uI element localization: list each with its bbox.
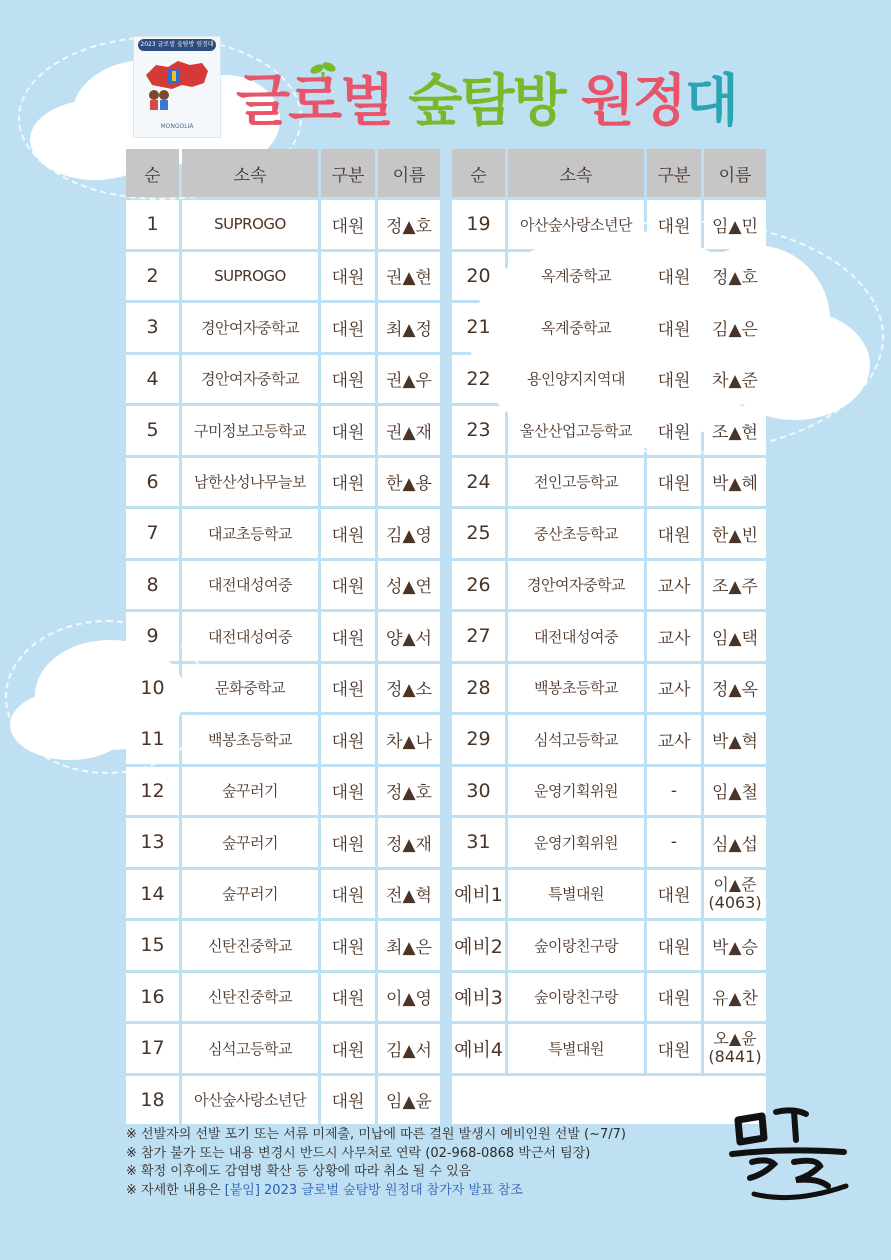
row-affiliation: 대전대성여중 [182,561,318,610]
row-affiliation: 울산산업고등학교 [508,406,644,455]
row-role: 대원 [321,973,375,1022]
table-row [126,509,440,558]
row-number: 11 [126,715,179,764]
table-row [126,664,440,713]
table-row [126,1024,440,1073]
row-number: 26 [452,561,505,610]
row-role: - [647,767,701,816]
row-affiliation: 옥계중학교 [508,252,644,301]
row-affiliation: 숲이랑친구랑 [508,921,644,970]
calligraphy-signature-logo [724,1098,854,1208]
mongolia-logo [133,36,221,138]
row-name: 최▲정 [378,303,440,352]
row-number: 30 [452,767,505,816]
row-name: 성▲연 [378,561,440,610]
row-number: 31 [452,818,505,867]
note-line: ※ 확정 이후에도 감염병 확산 등 상황에 따라 취소 될 수 있음 [126,1164,472,1179]
row-role: 대원 [647,458,701,507]
row-affiliation: 신탄진중학교 [182,973,318,1022]
row-name: 박▲혁 [704,715,766,764]
row-name: 유▲찬 [704,973,766,1022]
header-role: 구분 [647,149,701,197]
row-name: 차▲나 [378,715,440,764]
row-role: 대원 [321,921,375,970]
row-number: 27 [452,612,505,661]
table-row [452,612,766,661]
row-role: 대원 [321,458,375,507]
row-name: 정▲호 [378,767,440,816]
row-affiliation: 옥계중학교 [508,303,644,352]
row-name-line: 이▲준 [713,874,757,894]
row-affiliation: 경안여자중학교 [508,561,644,610]
table-row [452,355,766,404]
table-body-left [126,200,440,1124]
table-row [126,612,440,661]
row-number: 20 [452,252,505,301]
row-name: 전▲혁 [378,870,440,919]
notes [126,1126,746,1200]
row-name: 김▲서 [378,1024,440,1073]
header-affiliation: 소속 [182,149,318,197]
header-role: 구분 [321,149,375,197]
row-number: 12 [126,767,179,816]
table-row-empty [452,1076,766,1125]
row-number: 5 [126,406,179,455]
row-number: 1 [126,200,179,249]
table-row [126,355,440,404]
logo-country: MONGOLIA [160,123,194,130]
row-affiliation: 아산숲사랑소년단 [508,200,644,249]
row-name: 최▲은 [378,921,440,970]
row-role: 대원 [647,200,701,249]
mongolia-map-icon [142,55,212,113]
row-name-code: (4063) [708,892,762,912]
row-name: 정▲호 [378,200,440,249]
row-name: 권▲우 [378,355,440,404]
row-number: 22 [452,355,505,404]
row-name: 김▲영 [378,509,440,558]
row-number: 21 [452,303,505,352]
row-affiliation: 백봉초등학교 [508,664,644,713]
title-part-team: 대 [684,69,737,134]
row-name: 김▲은 [704,303,766,352]
row-role: 교사 [647,664,701,713]
row-role: 대원 [321,818,375,867]
row-number: 예비3 [452,973,505,1022]
row-role: 대원 [647,406,701,455]
row-name: 조▲현 [704,406,766,455]
row-number: 예비2 [452,921,505,970]
row-name: 박▲혜 [704,458,766,507]
row-role: 대원 [321,1024,375,1073]
row-name: 정▲소 [378,664,440,713]
row-name-code: (8441) [708,1047,762,1067]
row-affiliation: 운영기획위원 [508,818,644,867]
row-name: 한▲빈 [704,509,766,558]
row-number: 2 [126,252,179,301]
table-row [452,870,766,919]
row-affiliation: 숲꾸러기 [182,870,318,919]
row-name: 정▲재 [378,818,440,867]
row-number: 18 [126,1076,179,1125]
row-name: 이▲영 [378,973,440,1022]
note-prefix: ※ 자세한 내용은 [126,1182,225,1198]
row-name: 정▲옥 [704,664,766,713]
row-name [704,1024,766,1073]
row-affiliation: 대전대성여중 [508,612,644,661]
row-number: 24 [452,458,505,507]
row-role: 대원 [321,509,375,558]
row-affiliation: 중산초등학교 [508,509,644,558]
row-affiliation: 특별대원 [508,1024,644,1073]
row-name: 권▲재 [378,406,440,455]
table-row [452,406,766,455]
logo-caption: 2023 글로벌 숲탐방 원정대 [138,39,216,51]
table-row [452,1024,766,1073]
row-role: 대원 [321,561,375,610]
table-row [452,200,766,249]
header-name: 이름 [378,149,440,197]
row-number: 8 [126,561,179,610]
table-row [126,406,440,455]
table-row [452,561,766,610]
row-affiliation: 신탄진중학교 [182,921,318,970]
header-no: 순 [126,149,179,197]
title-part-expedition: 원정 [580,69,685,134]
row-role: 대원 [321,664,375,713]
title-part-global: 글로벌 [236,69,393,134]
table-row [126,200,440,249]
page-title [236,62,737,142]
row-name: 권▲현 [378,252,440,301]
row-affiliation: 문화중학교 [182,664,318,713]
row-role: 대원 [647,303,701,352]
row-affiliation: 숲꾸러기 [182,767,318,816]
table-row [452,921,766,970]
row-affiliation: 운영기획위원 [508,767,644,816]
table-header-row [452,149,766,197]
row-affiliation: 백봉초등학교 [182,715,318,764]
row-number: 14 [126,870,179,919]
row-number: 23 [452,406,505,455]
row-role: 대원 [321,612,375,661]
row-name: 한▲용 [378,458,440,507]
row-affiliation: 특별대원 [508,870,644,919]
row-role: 교사 [647,561,701,610]
row-number: 9 [126,612,179,661]
row-number: 예비4 [452,1024,505,1073]
row-affiliation: 숲이랑친구랑 [508,973,644,1022]
row-role: 대원 [321,252,375,301]
table-row [452,252,766,301]
row-role: 대원 [321,767,375,816]
row-name: 임▲철 [704,767,766,816]
row-affiliation: 전인고등학교 [508,458,644,507]
table-row [126,561,440,610]
table-row [126,1076,440,1125]
row-role: 교사 [647,612,701,661]
row-name [704,870,766,919]
table-row [452,458,766,507]
row-name: 심▲섭 [704,818,766,867]
header-no: 순 [452,149,505,197]
row-number: 7 [126,509,179,558]
row-name: 박▲승 [704,921,766,970]
row-number: 16 [126,973,179,1022]
table-row [452,303,766,352]
row-number: 25 [452,509,505,558]
row-role: 대원 [647,870,701,919]
table-body-right [452,200,766,1124]
row-name: 임▲윤 [378,1076,440,1125]
row-affiliation: 심석고등학교 [182,1024,318,1073]
table-row [452,818,766,867]
row-role: - [647,818,701,867]
row-number: 19 [452,200,505,249]
row-affiliation: 대전대성여중 [182,612,318,661]
row-role: 대원 [647,973,701,1022]
row-role: 대원 [647,355,701,404]
note-line [126,1182,746,1201]
participants-table-right [449,146,769,1127]
row-role: 대원 [321,355,375,404]
row-number: 13 [126,818,179,867]
row-name: 임▲민 [704,200,766,249]
row-number: 29 [452,715,505,764]
row-name: 양▲서 [378,612,440,661]
row-name: 임▲택 [704,612,766,661]
header-name: 이름 [704,149,766,197]
row-name: 차▲준 [704,355,766,404]
row-role: 대원 [321,303,375,352]
row-affiliation: 경안여자중학교 [182,355,318,404]
header-affiliation: 소속 [508,149,644,197]
row-affiliation: 대교초등학교 [182,509,318,558]
row-affiliation: SUPROGO [182,252,318,301]
row-affiliation: 심석고등학교 [508,715,644,764]
row-affiliation: SUPROGO [182,200,318,249]
participants-table-left [123,146,443,1127]
row-affiliation: 숲꾸러기 [182,818,318,867]
row-affiliation: 구미정보고등학교 [182,406,318,455]
row-number: 예비1 [452,870,505,919]
row-role: 대원 [647,921,701,970]
row-name: 정▲호 [704,252,766,301]
note-line: ※ 선발자의 선발 포기 또는 서류 미제출, 미납에 따른 결원 발생시 예비인원 선발 (~7/7) [126,1127,627,1142]
table-row [452,767,766,816]
row-affiliation: 아산숲사랑소년단 [182,1076,318,1125]
row-name-line: 오▲윤 [713,1029,757,1049]
row-affiliation: 경안여자중학교 [182,303,318,352]
table-row [126,303,440,352]
table-row [126,818,440,867]
table-row [452,973,766,1022]
row-role: 대원 [321,200,375,249]
table-row [126,767,440,816]
table-row [126,458,440,507]
table-row [126,921,440,970]
table-row [126,973,440,1022]
row-number: 17 [126,1024,179,1073]
row-number: 10 [126,664,179,713]
row-role: 대원 [321,406,375,455]
row-role: 대원 [647,509,701,558]
row-affiliation: 남한산성나무늘보 [182,458,318,507]
table-row [126,870,440,919]
row-role: 대원 [647,1024,701,1073]
table-row [452,509,766,558]
empty-cell [452,1076,766,1125]
row-role: 교사 [647,715,701,764]
row-role: 대원 [321,715,375,764]
title-part-forest: 숲탐방 [408,69,565,134]
note-line: ※ 참가 불가 또는 내용 변경시 반드시 사무처로 연락 (02-968-0868 박근서 팀장) [126,1145,591,1161]
table-header-row [126,149,440,197]
table-row [126,252,440,301]
row-number: 6 [126,458,179,507]
row-number: 15 [126,921,179,970]
row-role: 대원 [647,252,701,301]
row-affiliation: 용인양지지역대 [508,355,644,404]
row-number: 3 [126,303,179,352]
row-number: 28 [452,664,505,713]
row-number: 4 [126,355,179,404]
table-row [452,715,766,764]
row-role: 대원 [321,870,375,919]
attachment-reference: [붙임] 2023 글로벌 숲탐방 원정대 참가자 발표 참조 [224,1182,523,1198]
row-name: 조▲주 [704,561,766,610]
row-role: 대원 [321,1076,375,1125]
table-row [126,715,440,764]
table-row [452,664,766,713]
